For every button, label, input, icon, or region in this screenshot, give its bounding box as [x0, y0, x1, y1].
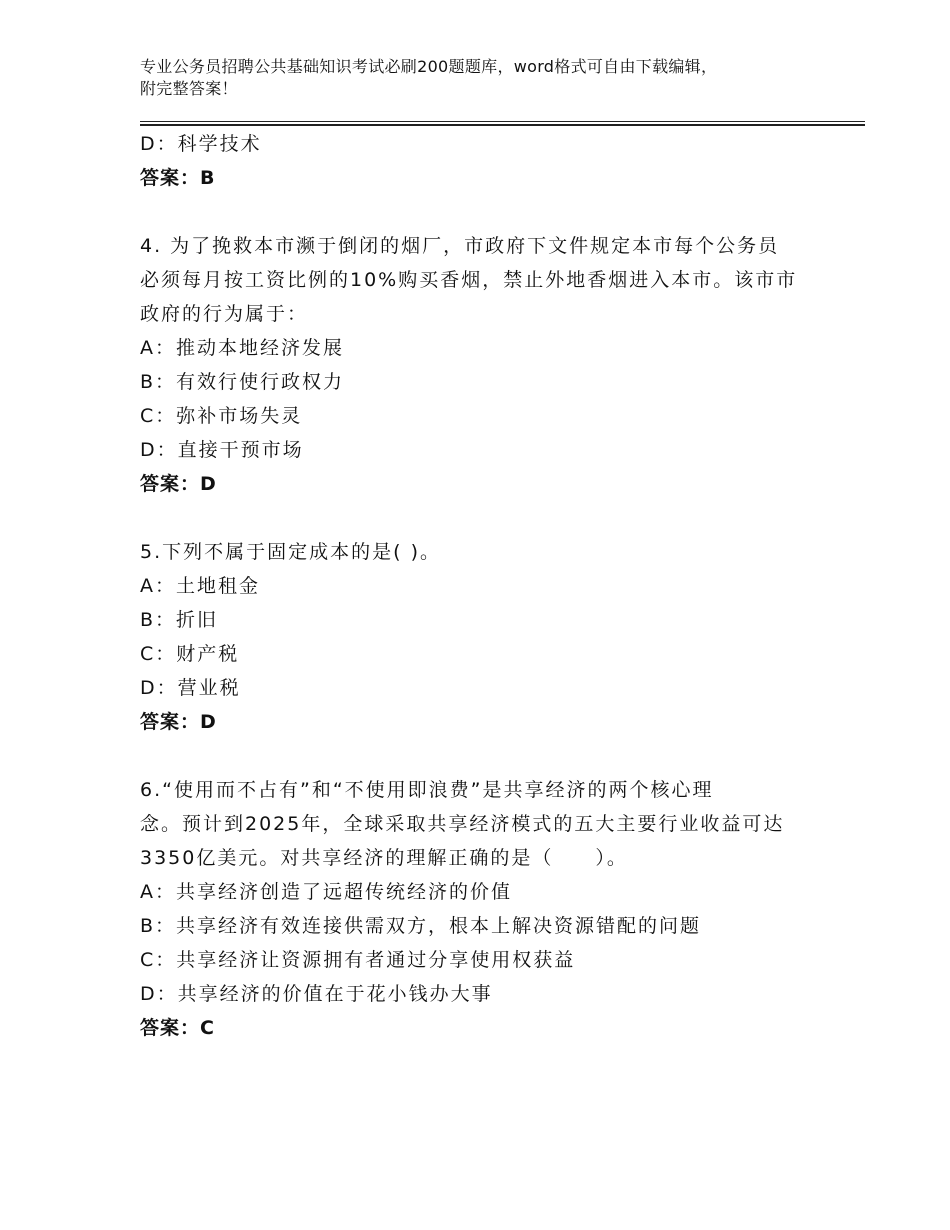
option-c: C：弥补市场失灵 [140, 405, 303, 427]
answer: 答案：B [140, 167, 216, 189]
option-d: D：直接干预市场 [140, 439, 304, 461]
question-text-line: 念。预计到2025年，全球采取共享经济模式的五大主要行业收益可达 [140, 813, 785, 835]
option-a: A：推动本地经济发展 [140, 337, 344, 359]
question-text-line: 6.“使用而不占有”和“不使用即浪费”是共享经济的两个核心理 [140, 779, 714, 801]
question-text-line: 必须每月按工资比例的10%购买香烟，禁止外地香烟进入本市。该市市 [140, 269, 798, 291]
header-title-line-1: 专业公务员招聘公共基础知识考试必刷200题题库，word格式可自由下载编辑， [140, 57, 718, 76]
answer: 答案：D [140, 711, 217, 733]
previous-question-tail [140, 127, 820, 195]
header-title-line-2: 附完整答案！ [140, 79, 238, 98]
option-d: D：科学技术 [140, 133, 262, 155]
option-b: B：共享经济有效连接供需双方，根本上解决资源错配的问题 [140, 915, 702, 937]
question-5 [140, 535, 820, 739]
question-text: 5.下列不属于固定成本的是( )。 [140, 541, 441, 563]
answer: 答案：D [140, 473, 217, 495]
question-text [140, 773, 820, 875]
option-c: C：共享经济让资源拥有者通过分享使用权获益 [140, 949, 576, 971]
answer: 答案：C [140, 1017, 215, 1039]
option-b: B：折旧 [140, 609, 219, 631]
option-d: D：营业税 [140, 677, 241, 699]
document-header [140, 56, 840, 100]
question-4 [140, 229, 820, 501]
question-text-line: 政府的行为属于： [140, 303, 309, 325]
document-body [140, 127, 820, 1045]
option-a: A：共享经济创造了远超传统经济的价值 [140, 881, 512, 903]
option-d: D：共享经济的价值在于花小钱办大事 [140, 983, 493, 1005]
option-b: B：有效行使行政权力 [140, 371, 345, 393]
header-rule-thin [140, 121, 865, 122]
option-a: A：土地租金 [140, 575, 260, 597]
question-text-line: 3350亿美元。对共享经济的理解正确的是（ ）。 [140, 847, 628, 869]
header-rule-thick [140, 124, 865, 126]
option-c: C：财产税 [140, 643, 240, 665]
question-6 [140, 773, 820, 1045]
question-text-line: 4. 为了挽救本市濒于倒闭的烟厂，市政府下文件规定本市每个公务员 [140, 235, 780, 257]
question-text [140, 229, 820, 331]
